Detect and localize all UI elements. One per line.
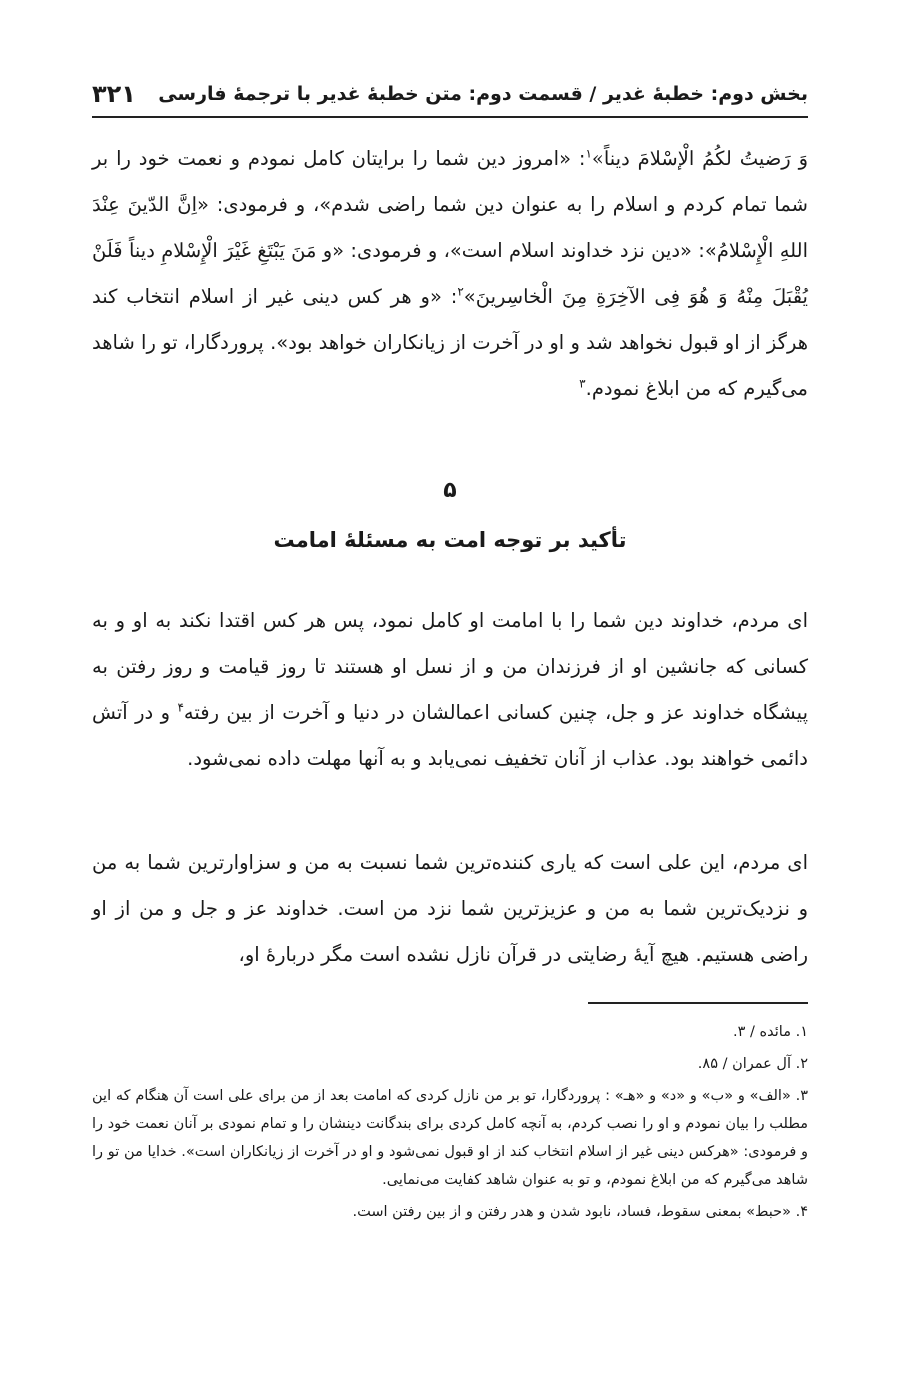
arabic-verse-1: وَ رَضیتُ لکُمُ الْإسْلامَ دیناً»	[591, 147, 808, 170]
paragraph-text-1: ای مردم، خداوند دین شما را با امامت او کامل نمود، پس هر کس اقتدا نکند به او و به کسانی که جانشین او از فرزندان من و از نسل او هستند تا روز قیامت و روز رفتن به پیشگاه خداوند عز و جل، چنین کسانی اعمالشان در دنیا و آخرت از بین رفته	[92, 609, 808, 724]
paragraph-quran-verses	[92, 136, 808, 412]
closing-quote: »	[463, 285, 476, 308]
footnote-ref-3[interactable]: ۳	[579, 376, 586, 391]
section-title: تأکید بر توجه امت به مسئلهٔ امامت	[273, 528, 627, 552]
paragraph-text-2: و در آتش دائمی خواهند بود. عذاب از آنان تخفیف نمی‌یابد و به آنها مهلت داده نمی‌شود.	[92, 701, 808, 770]
footnote-rule	[588, 1002, 808, 1004]
running-header	[92, 78, 808, 110]
footnote-ref-2[interactable]: ۲	[457, 284, 464, 299]
arabic-verse-2: اِنَّ الدّینَ عِنْدَ اللهِ الْإِسْلامُ	[92, 193, 808, 262]
paragraph-imamate	[92, 598, 808, 782]
footnote-4: ۴. «حبط» بمعنی سقوط، فساد، نابود شدن و هدر رفتن و از بین رفتن است.	[352, 1204, 808, 1220]
footnote-1: ۱. مائده / ۳.	[733, 1024, 808, 1040]
translation-2: »: «دین نزد خداوند اسلام است»، و فرمودی: «	[332, 239, 717, 262]
arabic-verse-3: و مَنَ یَبْتَغِ غَیْرَ الْإِسْلامِ دیناً فَلَنْ یُقْبَلَ مِنْهُ وَ هُوَ فِی الآخِرَةِ مِنَ الْخاسِرینَ	[92, 239, 808, 308]
header-title: بخش دوم: خطبهٔ غدیر / قسمت دوم: متن خطبهٔ غدیر با ترجمهٔ فارسی	[158, 83, 808, 105]
footnote-ref-4[interactable]: ۴	[177, 700, 184, 715]
translation-1: : «امروز دین شما را برایتان کامل نمودم و نعمت خود را بر شما تمام کردم و اسلام را به عنوان دین شما راضی شدم»، و فرمودی: «	[92, 147, 808, 216]
footnote-3: ۳. «الف» و «ب» و «د» و «هـ» : پروردگارا، تو بر من نازل کردی که امامت بعد از من برای علی است آن هنگام که این مطلب را بیان نمودم و او را نصب کردم، به آنچه کامل کردی برای بندگانت دینشان را و تمام نمودی بر آنان نعمت خود را و فرمودی: «هرکس دینی غیر از اسلام انتخاب کند از او قبول نمی‌شود و او در آخرت از زیانکاران است». خدایا من تو را شاهد می‌گیرم که من ابلاغ نمودم، و تو به عنوان شاهد کفایت می‌نمایی.	[92, 1088, 808, 1188]
footnotes	[92, 1018, 808, 1230]
footnote-2: ۲. آل عمران / ۸۵.	[697, 1056, 808, 1072]
translation-3: : «و هر کس دینی غیر از اسلام انتخاب کند هرگز از او قبول نخواهد شد و او در آخرت از زیانکاران خواهد بود». پروردگارا، تو را شاهد می‌گیرم که من ابلاغ نمودم.	[92, 285, 808, 400]
section-number: ۵	[443, 478, 457, 503]
header-rule	[92, 116, 808, 118]
footnote-ref-1[interactable]: ۱	[585, 146, 592, 161]
paragraph-ali: ای مردم، این علی است که یاری کننده‌ترین شما نسبت به من و سزاوارترین شما به من و نزدیک‌ترین شما به من و عزیزترین شما نزد من است. خداوند عز و جل و من از او راضی هستیم. هیچ آیهٔ رضایتی در قرآن نازل نشده است مگر دربارهٔ او،	[92, 851, 808, 966]
page-number: ۳۲۱	[92, 80, 136, 108]
